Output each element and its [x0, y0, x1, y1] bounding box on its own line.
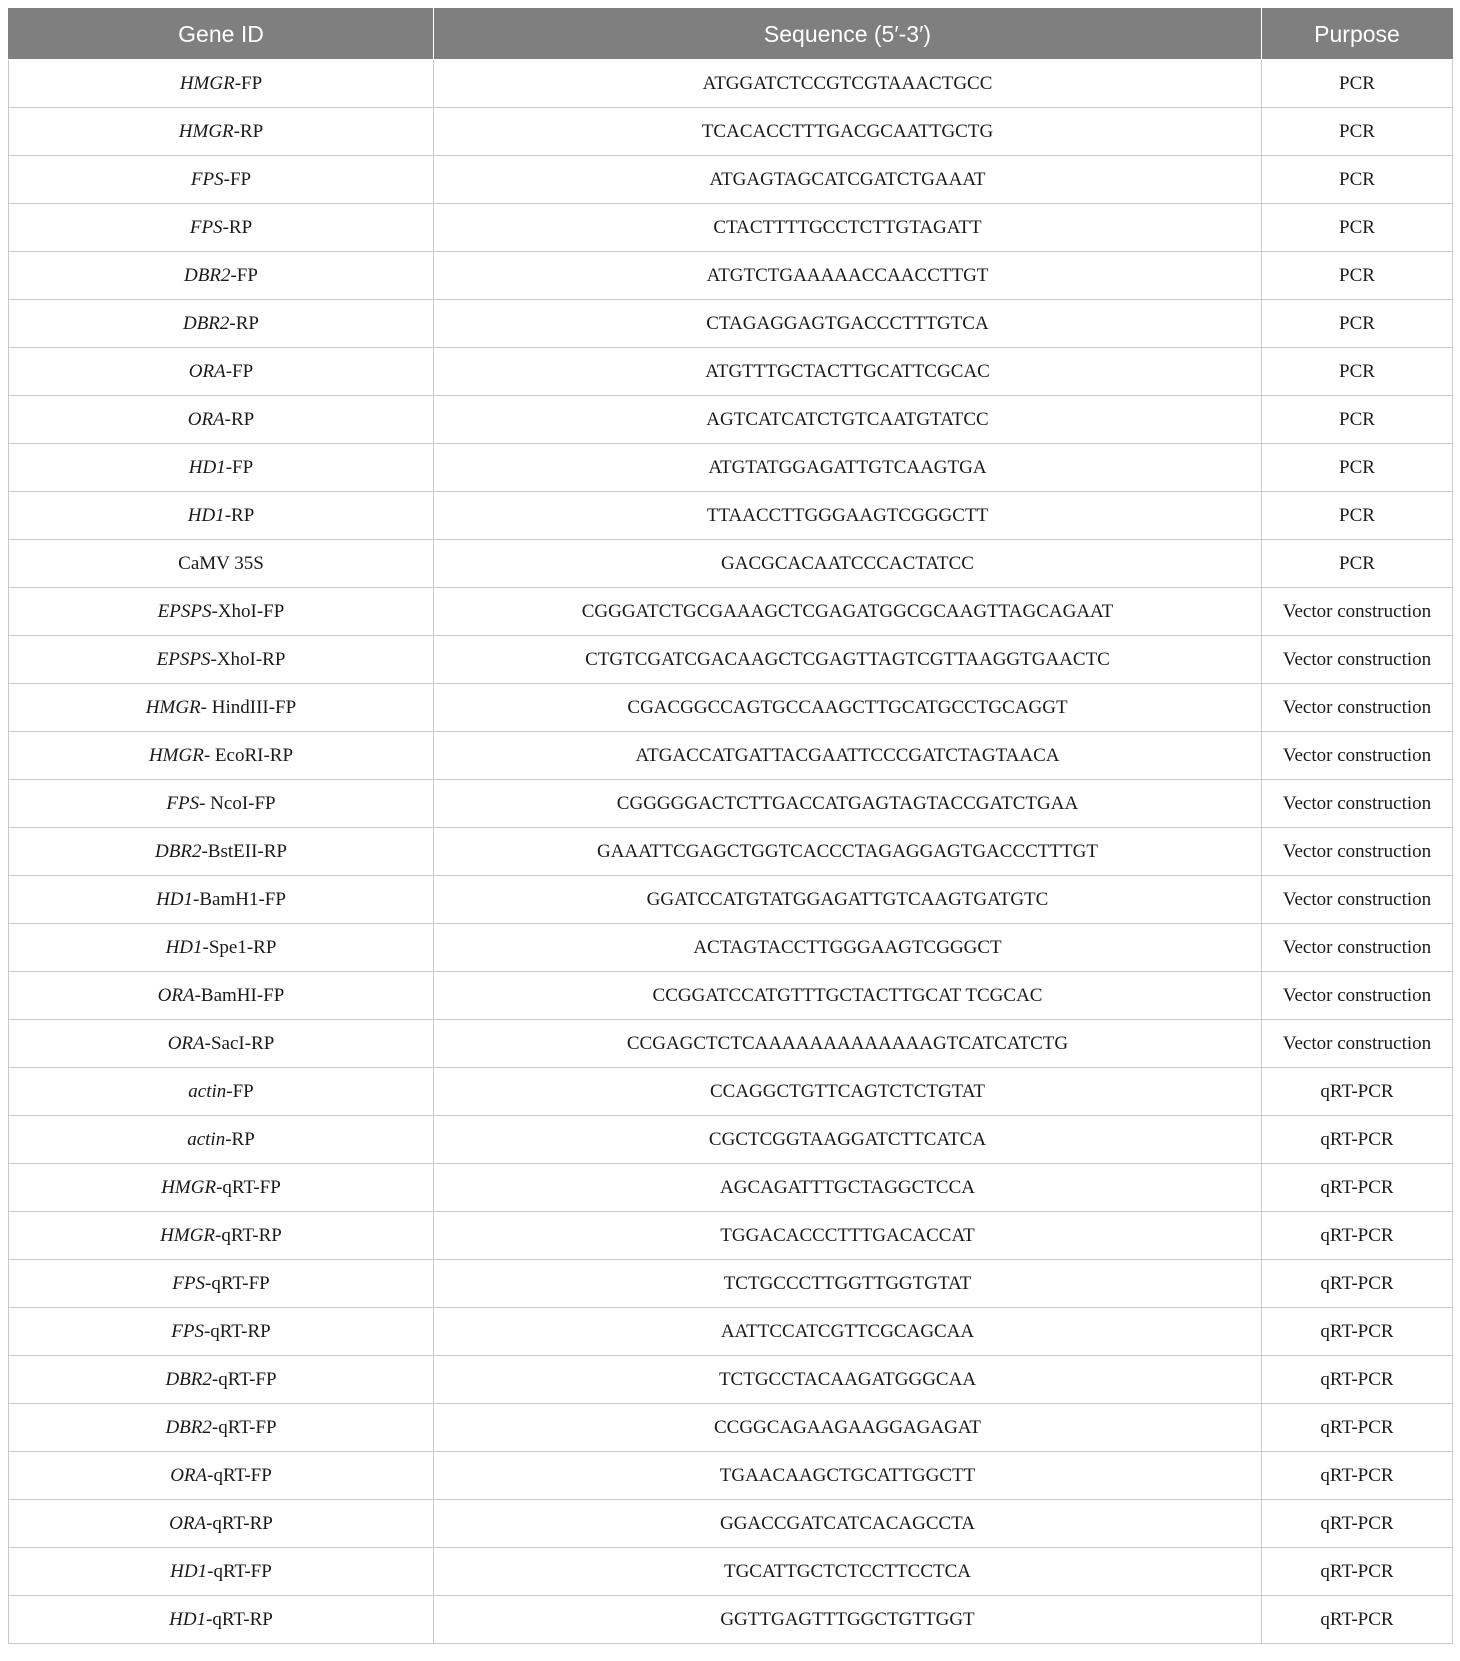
gene-id-cell: [9, 204, 434, 252]
gene-name: HMGR: [160, 1224, 216, 1246]
primer-suffix: -Spe1-RP: [202, 936, 277, 958]
purpose-cell: PCR: [1262, 444, 1453, 492]
gene-name: FPS: [166, 792, 200, 814]
primer-suffix: -XhoI-RP: [210, 648, 286, 670]
purpose-cell: Vector construction: [1262, 1020, 1453, 1068]
table-row: [9, 684, 1453, 732]
primer-suffix: -qRT-RP: [206, 1512, 273, 1534]
gene-name: DBR2: [182, 312, 230, 334]
table-row: [9, 972, 1453, 1020]
sequence-cell: AGTCATCATCTGTCAATGTATCC: [434, 396, 1262, 444]
sequence-cell: ACTAGTACCTTGGGAAGTCGGGCT: [434, 924, 1262, 972]
purpose-cell: qRT-PCR: [1262, 1596, 1453, 1644]
table-row: [9, 588, 1453, 636]
sequence-cell: TGAACAAGCTGCATTGGCTT: [434, 1452, 1262, 1500]
gene-id-cell: [9, 1356, 434, 1404]
purpose-cell: PCR: [1262, 204, 1453, 252]
purpose-cell: qRT-PCR: [1262, 1500, 1453, 1548]
gene-name: DBR2: [184, 264, 231, 286]
primer-suffix: -FP: [234, 72, 263, 94]
gene-name: HD1: [156, 888, 194, 910]
gene-id-cell: [9, 252, 434, 300]
table-body: [9, 60, 1453, 1644]
sequence-cell: CGACGGCCAGTGCCAAGCTTGCATGCCTGCAGGT: [434, 684, 1262, 732]
primer-suffix: -qRT-RP: [215, 1224, 282, 1246]
gene-name: FPS: [190, 168, 224, 190]
purpose-cell: Vector construction: [1262, 924, 1453, 972]
gene-id-cell: [9, 972, 434, 1020]
sequence-cell: ATGTCTGAAAAACCAACCTTGT: [434, 252, 1262, 300]
gene-name: HMGR: [179, 72, 235, 94]
primer-suffix: -qRT-FP: [211, 1368, 277, 1390]
primer-suffix: -BamHI-FP: [194, 984, 285, 1006]
sequence-cell: CTGTCGATCGACAAGCTCGAGTTAGTCGTTAAGGTGAACTC: [434, 636, 1262, 684]
purpose-cell: qRT-PCR: [1262, 1212, 1453, 1260]
table-row: [9, 1404, 1453, 1452]
table-row: [9, 1020, 1453, 1068]
gene-id-cell: [9, 300, 434, 348]
sequence-cell: ATGAGTAGCATCGATCTGAAAT: [434, 156, 1262, 204]
primer-suffix: -RP: [233, 120, 264, 142]
gene-name: actin: [187, 1128, 226, 1150]
gene-id-cell: [9, 1548, 434, 1596]
column-header-purpose: Purpose: [1262, 9, 1453, 60]
sequence-cell: GGTTGAGTTTGGCTGTTGGT: [434, 1596, 1262, 1644]
table-row: [9, 1116, 1453, 1164]
gene-name: HMGR: [161, 1176, 217, 1198]
sequence-cell: CTACTTTTGCCTCTTGTAGATT: [434, 204, 1262, 252]
primer-suffix: -XhoI-FP: [211, 600, 285, 622]
primer-suffix: - EcoRI-RP: [203, 744, 294, 766]
gene-name: ORA: [157, 984, 195, 1006]
gene-id-cell: [9, 1020, 434, 1068]
gene-id-cell: [9, 1068, 434, 1116]
primer-suffix: -qRT-FP: [207, 1560, 272, 1582]
table-row: [9, 924, 1453, 972]
sequence-cell: GACGCACAATCCCACTATCC: [434, 540, 1262, 588]
table-row: [9, 1212, 1453, 1260]
table-row: [9, 396, 1453, 444]
table-row: [9, 828, 1453, 876]
table-row: [9, 1596, 1453, 1644]
sequence-cell: TCACACCTTTGACGCAATTGCTG: [434, 108, 1262, 156]
table-row: [9, 636, 1453, 684]
gene-name: DBR2: [165, 1368, 212, 1390]
sequence-cell: CCGAGCTCTCAAAAAAAAAAAAAGTCATCATCTG: [434, 1020, 1262, 1068]
gene-name: HD1: [165, 936, 203, 958]
gene-id-cell: [9, 732, 434, 780]
purpose-cell: Vector construction: [1262, 732, 1453, 780]
purpose-cell: qRT-PCR: [1262, 1404, 1453, 1452]
purpose-cell: Vector construction: [1262, 684, 1453, 732]
sequence-cell: TTAACCTTGGGAAGTCGGGCTT: [434, 492, 1262, 540]
purpose-cell: Vector construction: [1262, 828, 1453, 876]
sequence-cell: TGCATTGCTCTCCTTCCTCA: [434, 1548, 1262, 1596]
gene-name: EPSPS: [157, 600, 212, 622]
gene-id-cell: [9, 60, 434, 108]
table-row: [9, 1452, 1453, 1500]
table-row: [9, 156, 1453, 204]
gene-name: ORA: [188, 360, 226, 382]
table-row: [9, 1068, 1453, 1116]
gene-name: DBR2: [155, 840, 202, 862]
primer-suffix: -RP: [225, 1128, 255, 1150]
sequence-cell: AGCAGATTTGCTAGGCTCCA: [434, 1164, 1262, 1212]
purpose-cell: qRT-PCR: [1262, 1452, 1453, 1500]
table-row: [9, 348, 1453, 396]
table-row: [9, 1356, 1453, 1404]
primer-suffix: - HindIII-FP: [200, 696, 297, 718]
purpose-cell: PCR: [1262, 300, 1453, 348]
gene-name: HD1: [187, 504, 225, 526]
purpose-cell: PCR: [1262, 396, 1453, 444]
table-row: [9, 780, 1453, 828]
sequence-cell: CCGGCAGAAGAAGGAGAGAT: [434, 1404, 1262, 1452]
gene-id-cell: [9, 780, 434, 828]
sequence-cell: CCGGATCCATGTTTGCTACTTGCAT TCGCAC: [434, 972, 1262, 1020]
gene-id-cell: [9, 1500, 434, 1548]
gene-name: HD1: [169, 1608, 207, 1630]
table-row: [9, 300, 1453, 348]
gene-name: DBR2: [165, 1416, 212, 1438]
table-row: [9, 876, 1453, 924]
primer-suffix: -qRT-RP: [206, 1608, 273, 1630]
purpose-cell: qRT-PCR: [1262, 1308, 1453, 1356]
primer-table-container: [8, 8, 1452, 1644]
gene-id-cell: [9, 156, 434, 204]
purpose-cell: Vector construction: [1262, 636, 1453, 684]
purpose-cell: PCR: [1262, 108, 1453, 156]
primer-suffix: -BamH1-FP: [193, 888, 286, 910]
purpose-cell: PCR: [1262, 540, 1453, 588]
header-row: [9, 9, 1453, 60]
primer-suffix: -qRT-FP: [211, 1416, 277, 1438]
column-header-gene-id: Gene ID: [9, 9, 434, 60]
primer-suffix: -FP: [226, 1080, 254, 1102]
gene-id-cell: [9, 1596, 434, 1644]
table-row: [9, 540, 1453, 588]
primer-suffix: -RP: [224, 504, 255, 526]
column-header-sequence: Sequence (5′-3′): [434, 9, 1262, 60]
table-row: [9, 252, 1453, 300]
primer-suffix: -qRT-RP: [203, 1320, 271, 1342]
sequence-cell: ATGACCATGATTACGAATTCCCGATCTAGTAACA: [434, 732, 1262, 780]
purpose-cell: qRT-PCR: [1262, 1548, 1453, 1596]
gene-id-cell: [9, 1260, 434, 1308]
gene-name: FPS: [189, 216, 223, 238]
gene-id-cell: [9, 876, 434, 924]
primer-suffix: -RP: [224, 408, 255, 430]
sequence-cell: CTAGAGGAGTGACCCTTTGTCA: [434, 300, 1262, 348]
purpose-cell: qRT-PCR: [1262, 1116, 1453, 1164]
gene-id-cell: [9, 1116, 434, 1164]
table-row: [9, 204, 1453, 252]
sequence-cell: CGGGATCTGCGAAAGCTCGAGATGGCGCAAGTTAGCAGAAT: [434, 588, 1262, 636]
purpose-cell: qRT-PCR: [1262, 1260, 1453, 1308]
sequence-cell: TCTGCCCTTGGTTGGTGTAT: [434, 1260, 1262, 1308]
gene-name: HMGR: [145, 696, 201, 718]
sequence-cell: GGATCCATGTATGGAGATTGTCAAGTGATGTC: [434, 876, 1262, 924]
purpose-cell: qRT-PCR: [1262, 1068, 1453, 1116]
sequence-cell: GGACCGATCATCACAGCCTA: [434, 1500, 1262, 1548]
sequence-cell: ATGTATGGAGATTGTCAAGTGA: [434, 444, 1262, 492]
gene-name: ORA: [170, 1464, 208, 1486]
gene-name: HD1: [188, 456, 226, 478]
gene-name: FPS: [171, 1320, 204, 1342]
gene-name: HMGR: [148, 744, 204, 766]
primer-suffix: CaMV 35S: [178, 552, 264, 574]
primer-suffix: -RP: [222, 216, 253, 238]
gene-id-cell: [9, 492, 434, 540]
gene-id-cell: [9, 684, 434, 732]
sequence-cell: CGCTCGGTAAGGATCTTCATCA: [434, 1116, 1262, 1164]
primer-suffix: -FP: [223, 168, 252, 190]
table-row: [9, 1548, 1453, 1596]
gene-id-cell: [9, 1308, 434, 1356]
gene-id-cell: [9, 108, 434, 156]
purpose-cell: PCR: [1262, 252, 1453, 300]
gene-name: FPS: [172, 1272, 206, 1294]
primer-suffix: -qRT-FP: [205, 1272, 270, 1294]
gene-name: HD1: [170, 1560, 208, 1582]
sequence-cell: CGGGGGACTCTTGACCATGAGTAGTACCGATCTGAA: [434, 780, 1262, 828]
purpose-cell: Vector construction: [1262, 876, 1453, 924]
table-row: [9, 1500, 1453, 1548]
table-row: [9, 108, 1453, 156]
sequence-cell: AATTCCATCGTTCGCAGCAA: [434, 1308, 1262, 1356]
gene-id-cell: [9, 636, 434, 684]
primer-suffix: -FP: [225, 456, 254, 478]
purpose-cell: qRT-PCR: [1262, 1164, 1453, 1212]
sequence-cell: CCAGGCTGTTCAGTCTCTGTAT: [434, 1068, 1262, 1116]
purpose-cell: PCR: [1262, 156, 1453, 204]
gene-id-cell: [9, 924, 434, 972]
table-row: [9, 1260, 1453, 1308]
sequence-cell: ATGGATCTCCGTCGTAAACTGCC: [434, 60, 1262, 108]
gene-id-cell: [9, 348, 434, 396]
table-row: [9, 60, 1453, 108]
primer-suffix: -BstEII-RP: [201, 840, 287, 862]
gene-name: EPSPS: [156, 648, 211, 670]
primer-suffix: - NcoI-FP: [199, 792, 276, 814]
sequence-cell: GAAATTCGAGCTGGTCACCCTAGAGGAGTGACCCTTTGT: [434, 828, 1262, 876]
gene-name: HMGR: [178, 120, 234, 142]
purpose-cell: PCR: [1262, 60, 1453, 108]
primer-suffix: -FP: [230, 264, 258, 286]
gene-id-cell: [9, 396, 434, 444]
primer-table: [8, 8, 1453, 1644]
gene-id-cell: [9, 1164, 434, 1212]
gene-id-cell: [9, 1404, 434, 1452]
gene-name: actin: [188, 1080, 227, 1102]
gene-name: ORA: [169, 1512, 207, 1534]
gene-id-cell: [9, 1452, 434, 1500]
purpose-cell: qRT-PCR: [1262, 1356, 1453, 1404]
table-row: [9, 1164, 1453, 1212]
table-row: [9, 444, 1453, 492]
gene-id-cell: [9, 444, 434, 492]
table-row: [9, 492, 1453, 540]
gene-id-cell: [9, 1212, 434, 1260]
gene-id-cell: [9, 828, 434, 876]
primer-suffix: -FP: [225, 360, 254, 382]
gene-name: ORA: [167, 1032, 205, 1054]
sequence-cell: TGGACACCCTTTGACACCAT: [434, 1212, 1262, 1260]
primer-suffix: -SacI-RP: [204, 1032, 275, 1054]
purpose-cell: Vector construction: [1262, 780, 1453, 828]
gene-name: ORA: [187, 408, 225, 430]
table-row: [9, 1308, 1453, 1356]
sequence-cell: TCTGCCTACAAGATGGGCAA: [434, 1356, 1262, 1404]
primer-suffix: -qRT-FP: [207, 1464, 272, 1486]
purpose-cell: Vector construction: [1262, 972, 1453, 1020]
primer-suffix: -qRT-FP: [216, 1176, 281, 1198]
sequence-cell: ATGTTTGCTACTTGCATTCGCAC: [434, 348, 1262, 396]
primer-suffix: -RP: [229, 312, 259, 334]
table-header: [9, 9, 1453, 60]
purpose-cell: Vector construction: [1262, 588, 1453, 636]
purpose-cell: PCR: [1262, 348, 1453, 396]
gene-id-cell: [9, 588, 434, 636]
gene-id-cell: [9, 540, 434, 588]
table-row: [9, 732, 1453, 780]
purpose-cell: PCR: [1262, 492, 1453, 540]
